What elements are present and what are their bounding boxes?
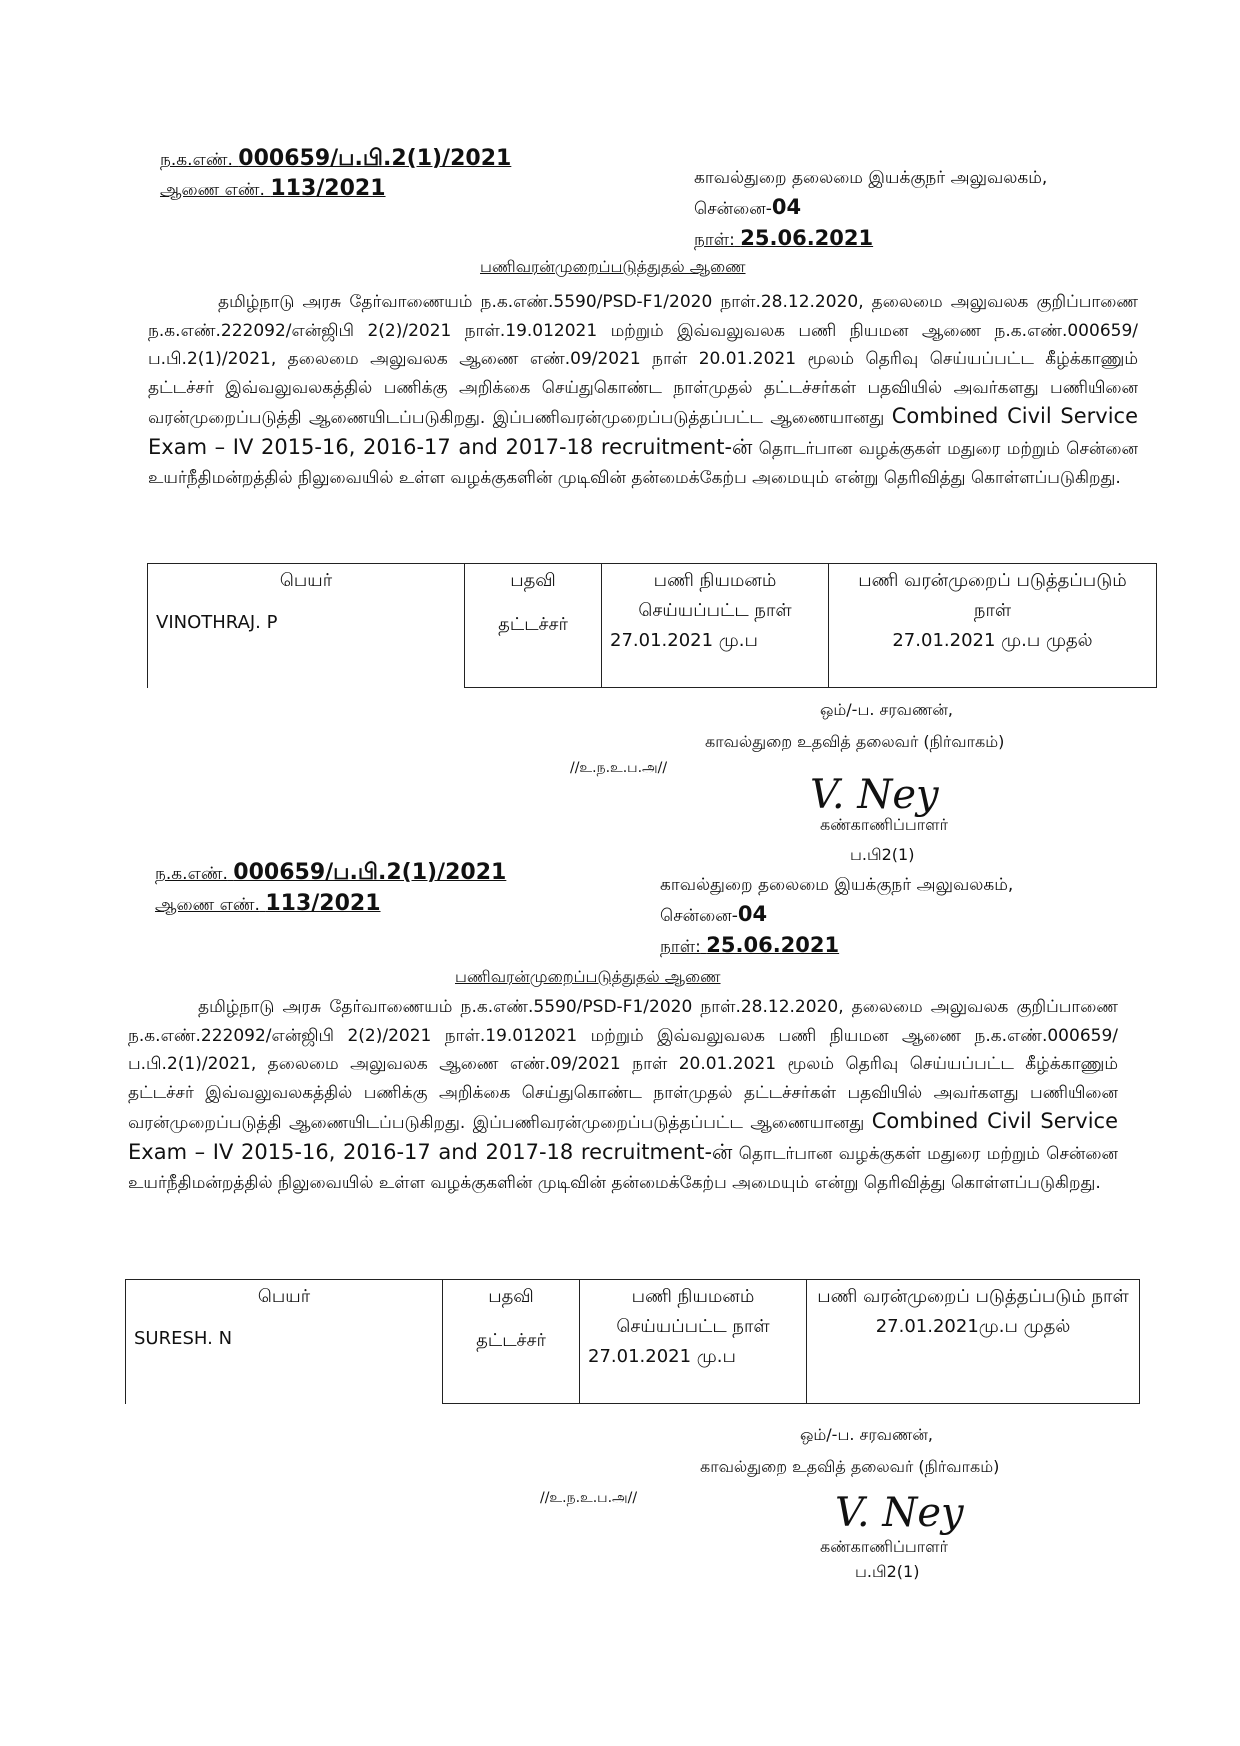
header-appointed xyxy=(580,1280,807,1404)
body-text-2: தொடர்பான வழக்குகள் மதுரை மற்றும் சென்னை உயர்நீதிமன்றத்தில் நிலுவையில் உள்ள வழக்குகளின் முடிவின் தன்மைக்கேற்ப அமையும் என்று தெரிவித்து கொள்ளப்படுகிறது. xyxy=(128,1143,1118,1193)
body-english: Combined Civil Service Exam – IV 2015-16, 2016-17 and 2017-18 recruitment-ன் xyxy=(148,404,1138,459)
city-name: சென்னை- xyxy=(694,199,772,219)
order-body xyxy=(128,993,1118,1197)
reference-number xyxy=(160,146,511,174)
appointment-table xyxy=(125,1279,1140,1404)
table-row xyxy=(148,564,1157,688)
order-number xyxy=(155,891,381,917)
section-code: ப.பி2(1) xyxy=(850,845,915,864)
ref-value: 000659/ப.பி.2(1)/2021 xyxy=(238,146,512,171)
attestation: //உ.ந.உ.ப.அ// xyxy=(570,760,668,776)
header-text: பெயர் xyxy=(279,570,333,591)
header-name xyxy=(126,1280,443,1404)
header-text: பணி நியமனம் செய்யப்பட்ட நாள் xyxy=(638,570,792,621)
body-text: தமிழ்நாடு அரசு தேர்வாணையம் ந.க.எண்.5590/PSD-F1/2020 நாள்.28.12.2020, தலைமை அலுவலக குறிப்பாணை ந.க.எண்.222092/என்ஜிபி 2(2)/2021 நாள்.19.012021 மற்றும் இவ்வலுவலக பணி நியமன ஆணை ந.க.எண்.000659/ப.பி.2(1)/2021, தலைமை அலுவலக ஆணை எண்.09/2021 நாள் 20.01.2021 மூலம் தெரிவு செய்யப்பட்ட கீழ்க்காணும் தட்டச்சர் இவ்வலுவலகத்தில் பணிக்கு அறிக்கை செய்துகொண்ட நாள்முதல் தட்டச்சர்கள் பதவியில் அவர்களது பணியினை வரன்முறைப்படுத்தி ஆணையிடப்படுகிறது. இப்பணிவரன்முறைப்படுத்தப்பட்ட ஆணையானது xyxy=(128,997,1118,1134)
appointed-date: 27.01.2021 மு.ப xyxy=(588,1346,736,1367)
order-title: பணிவரன்முறைப்படுத்துதல் ஆணை xyxy=(455,967,721,986)
office-city xyxy=(694,193,1047,224)
city-code: 04 xyxy=(771,195,802,219)
appointment-table xyxy=(147,563,1157,688)
office-address xyxy=(694,164,1047,255)
section-code: ப.பி2(1) xyxy=(855,1562,920,1581)
date-label: நாள்: xyxy=(694,230,735,250)
header-post xyxy=(465,564,602,688)
order-value: 113/2021 xyxy=(265,891,381,916)
date-value: 25.06.2021 xyxy=(740,226,874,250)
employee-name: SURESH. N xyxy=(134,1328,233,1349)
city-name: சென்னை- xyxy=(660,906,738,926)
designation: காவல்துறை உதவித் தலைவர் (நிர்வாகம்) xyxy=(700,1457,1000,1476)
body-text: தமிழ்நாடு அரசு தேர்வாணையம் ந.க.எண்.5590/PSD-F1/2020 நாள்.28.12.2020, தலைமை அலுவலக குறிப்பாணை ந.க.எண்.222092/என்ஜிபி 2(2)/2021 நாள்.19.012021 மற்றும் இவ்வலுவலக பணி நியமன ஆணை ந.க.எண்.000659/ப.பி.2(1)/2021, தலைமை அலுவலக ஆணை எண்.09/2021 நாள் 20.01.2021 மூலம் தெரிவு செய்யப்பட்ட கீழ்க்காணும் தட்டச்சர் இவ்வலுவலகத்தில் பணிக்கு அறிக்கை செய்துகொண்ட நாள்முதல் தட்டச்சர்கள் பதவியில் அவர்களது பணியினை வரன்முறைப்படுத்தி ஆணையிடப்படுகிறது. இப்பணிவரன்முறைப்படுத்தப்பட்ட ஆணையானது xyxy=(148,292,1138,429)
header-text: பணி நியமனம் செய்யப்பட்ட நாள் xyxy=(616,1286,770,1337)
order-value: 113/2021 xyxy=(270,176,386,201)
order-date xyxy=(660,931,1013,962)
regularised-date: 27.01.2021மு.ப முதல் xyxy=(875,1316,1071,1337)
ref-label: ந.க.எண். xyxy=(160,150,233,170)
order-label: ஆணை எண். xyxy=(155,895,260,915)
order-date xyxy=(694,224,1047,255)
header-text: பதவி xyxy=(488,1286,534,1307)
header-text: பணி வரன்முறைப் படுத்தப்படும் நாள் xyxy=(858,570,1127,621)
header-regularised xyxy=(807,1280,1140,1404)
handwritten-signature: V. Ney xyxy=(835,1490,964,1536)
header-name xyxy=(148,564,465,688)
attestation: //உ.ந.உ.ப.அ// xyxy=(540,1490,638,1506)
signed-by: ஒம்/-ப. சரவணன், xyxy=(820,700,953,719)
ref-label: ந.க.எண். xyxy=(155,864,228,884)
handwritten-signature: V. Ney xyxy=(810,772,939,818)
body-english: Combined Civil Service Exam – IV 2015-16, 2016-17 and 2017-18 recruitment-ன் xyxy=(128,1109,1118,1164)
date-label: நாள்: xyxy=(660,937,701,957)
header-text: பணி வரன்முறைப் படுத்தப்படும் நாள் xyxy=(817,1286,1129,1307)
post: தட்டச்சர் xyxy=(476,1330,546,1351)
employee-name: VINOTHRAJ. P xyxy=(156,612,278,633)
office-city xyxy=(660,900,1013,931)
signed-by: ஒம்/-ப. சரவணன், xyxy=(800,1425,933,1444)
superintendent-title: கண்காணிப்பாளர் xyxy=(820,815,948,834)
table-row xyxy=(126,1280,1140,1404)
ref-value: 000659/ப.பி.2(1)/2021 xyxy=(233,860,507,885)
order-number xyxy=(160,176,386,202)
office-address xyxy=(660,871,1013,962)
order-body xyxy=(148,288,1138,492)
regularised-date: 27.01.2021 மு.ப முதல் xyxy=(892,630,1093,651)
designation: காவல்துறை உதவித் தலைவர் (நிர்வாகம்) xyxy=(705,732,1005,751)
reference-number xyxy=(155,860,506,888)
header-post xyxy=(443,1280,580,1404)
header-text: பெயர் xyxy=(257,1286,311,1307)
order-title: பணிவரன்முறைப்படுத்துதல் ஆணை xyxy=(480,257,746,276)
city-code: 04 xyxy=(737,902,768,926)
header-text: பதவி xyxy=(510,570,556,591)
office-line: காவல்துறை தலைமை இயக்குநர் அலுவலகம், xyxy=(694,168,1048,188)
appointed-date: 27.01.2021 மு.ப xyxy=(610,630,758,651)
order-label: ஆணை எண். xyxy=(160,180,265,200)
office-line: காவல்துறை தலைமை இயக்குநர் அலுவலகம், xyxy=(660,875,1014,895)
header-regularised xyxy=(829,564,1157,688)
post: தட்டச்சர் xyxy=(498,614,568,635)
body-text-2: தொடர்பான வழக்குகள் மதுரை மற்றும் சென்னை உயர்நீதிமன்றத்தில் நிலுவையில் உள்ள வழக்குகளின் முடிவின் தன்மைக்கேற்ப அமையும் என்று தெரிவித்து கொள்ளப்படுகிறது. xyxy=(148,438,1138,488)
superintendent-title: கண்காணிப்பாளர் xyxy=(820,1537,948,1556)
date-value: 25.06.2021 xyxy=(706,933,840,957)
header-appointed xyxy=(602,564,829,688)
